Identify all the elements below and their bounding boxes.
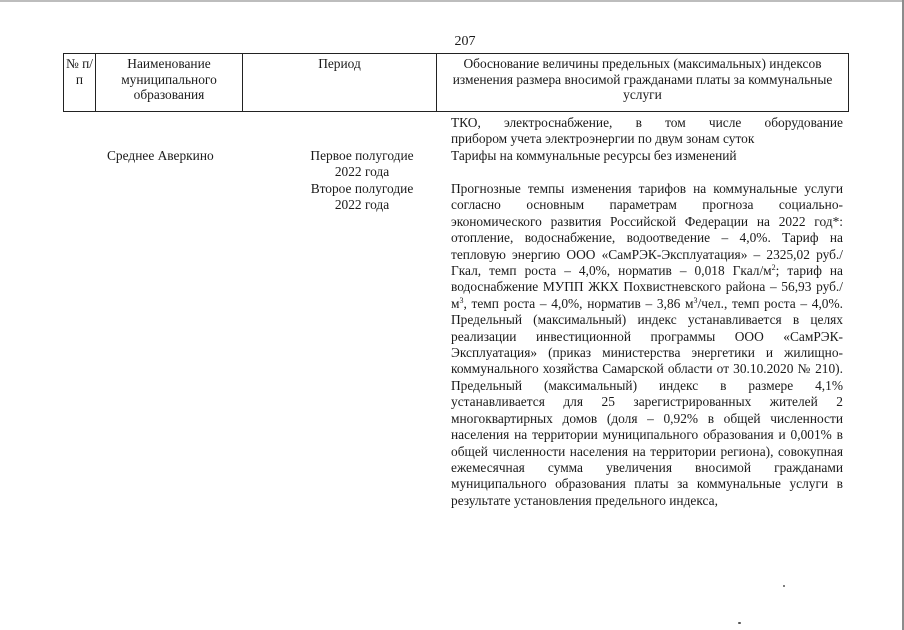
basis-first-half: Тарифы на коммунальные ресурсы без изменений <box>451 148 737 163</box>
basis-sup-a: 2 <box>771 263 776 273</box>
basis-text-a: Прогнозные темпы изменения тарифов на коммунальные услуги согласно основным параметрам прогноза социально-экономического развития Российской Федерации на 2022 год*: отопление, водоснабжение, водоотведение – 4,0%. Тариф на тепловую энергию ООО «СамРЭК-Эксплуатация» – 2325,02 руб./Гкал, темп роста – 4,0%, норматив – 0,018 Гкал/м <box>451 181 843 279</box>
header-col-number: № п/п <box>64 54 96 112</box>
header-col-basis: Обоснование величины предельных (максимальных) индексов изменения размера вносимой гражданами платы за коммунальные услуги <box>437 54 849 112</box>
continuation-text <box>451 115 843 148</box>
continuation-line-2: прибором учета электроэнергии по двум зонам суток <box>451 131 755 147</box>
period-second-half: Второе полугодие 2022 года <box>310 181 414 213</box>
scan-speck <box>738 622 741 624</box>
scan-speck <box>783 585 785 587</box>
page-number: 207 <box>454 34 476 49</box>
header-col-municipality: Наименование муниципального образования <box>96 54 243 112</box>
scan-edge-top <box>0 0 904 2</box>
basis-text-b: ; тариф на водоснабжение МУПП ЖКХ Похвистневского района – 56,93 руб./м <box>451 263 843 311</box>
continuation-line-1: ТКО, электроснабжение, в том числе оборудование <box>451 115 843 130</box>
basis-text-d: /чел., темп роста – 4,0%. Предельный (максимальный) индекс устанавливается в целях реализации инвестиционной программы ООО «СамРЭК-Эксплуатация» (приказ министерства энергетики и жилищно-коммунального хозяйства Самарской области от 30.10.2020 № 210). Предельный (максимальный) индекс в размере 4,1% устанавливается для 25 зарегистрированных жителей 2 многоквартирных домов (доля – 0,92% в общей численности населения на территории муниципального образования и 0,001% в общей численности населения на территории региона), совокупная ежемесячная сумма увеличения вносимой гражданами муниципального образования платы за коммунальные услуги в результате установления предельного индекса, <box>451 295 843 508</box>
basis-sup-b: 3 <box>459 295 464 305</box>
basis-second-half-paragraph <box>451 181 843 509</box>
basis-second-half <box>451 181 843 509</box>
municipality-name: Среднее Аверкино <box>107 148 214 163</box>
table-header <box>63 53 849 112</box>
basis-text-c: , темп роста – 4,0%, норматив – 3,86 м <box>463 295 694 311</box>
header-col-period: Период <box>243 54 437 112</box>
basis-sup-c: 3 <box>693 295 698 305</box>
period-first-half: Первое полугодие 2022 года <box>310 148 414 180</box>
